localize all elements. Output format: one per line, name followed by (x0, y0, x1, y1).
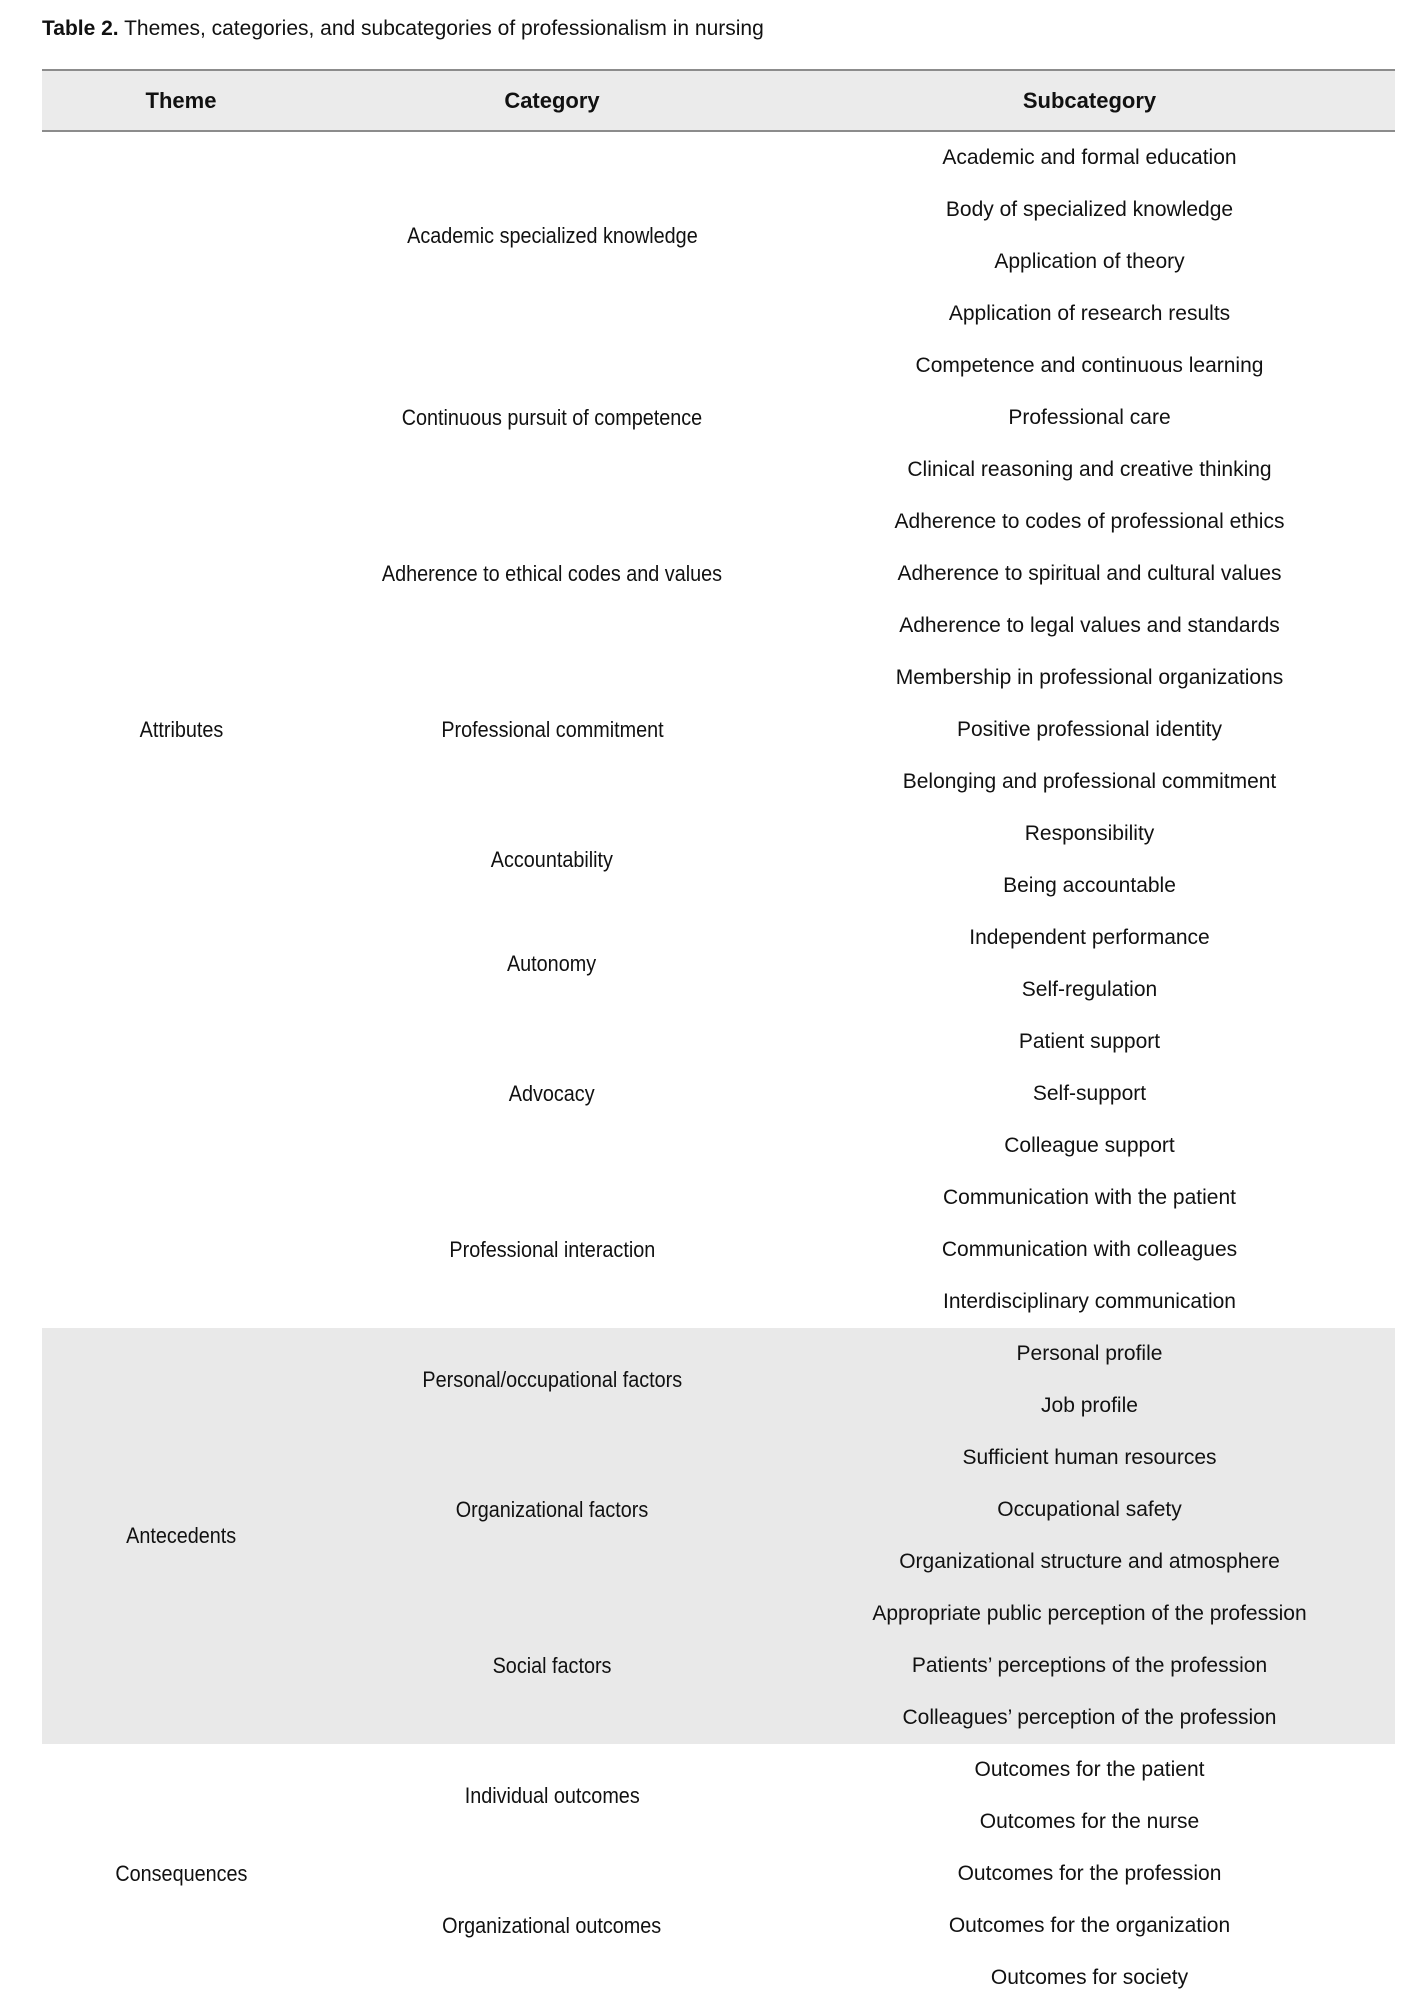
category-cell (320, 132, 784, 340)
table-title: Themes, categories, and subcategories of professionalism in nursing (118, 17, 764, 40)
subcategory-cell: Adherence to codes of professional ethics (894, 510, 1285, 533)
subcategory-cell: Belonging and professional commitment (902, 770, 1277, 793)
subcategory-cell: Clinical reasoning and creative thinking (907, 458, 1272, 481)
subcategory-cell: Body of specialized knowledge (945, 198, 1234, 221)
category-cell (320, 1328, 784, 1432)
subcategory-cell: Outcomes for the nurse (979, 1810, 1200, 1833)
subcategory-cell: Application of theory (994, 250, 1185, 273)
category-cell (320, 1432, 784, 1588)
table-body (42, 132, 1395, 2004)
header-subcategory: Subcategory (1022, 88, 1157, 113)
category-label: Continuous pursuit of competence (401, 405, 703, 430)
subcategory-cell: Outcomes for the patient (974, 1758, 1205, 1781)
subcategory-cell: Occupational safety (997, 1498, 1182, 1521)
category-label: Individual outcomes (464, 1783, 640, 1808)
category-label: Organizational outcomes (442, 1913, 662, 1938)
subcategory-cell: Personal profile (1016, 1342, 1163, 1365)
category-cell (320, 1172, 784, 1328)
subcategory-cell: Patients’ perceptions of the profession (911, 1654, 1268, 1677)
category-cell (320, 1016, 784, 1172)
table-header (42, 69, 1395, 132)
category-label: Professional commitment (440, 717, 664, 742)
subcategory-cell: Self-regulation (1021, 978, 1158, 1001)
theme-label: Attributes (139, 717, 223, 742)
subcategory-cell: Self-support (1032, 1082, 1147, 1105)
subcategory-cell: Adherence to legal values and standards (899, 614, 1280, 637)
category-label: Adherence to ethical codes and values (381, 561, 723, 586)
subcategory-cell: Outcomes for society (990, 1966, 1189, 1989)
subcategory-cell: Membership in professional organizations (895, 666, 1284, 689)
table-caption (42, 14, 764, 44)
header-theme: Theme (145, 88, 217, 113)
theme-cell (42, 1328, 320, 1744)
subcategory-cell: Job profile (1041, 1394, 1138, 1417)
theme-group (42, 1744, 1395, 2004)
table-label: Table 2. (42, 17, 119, 40)
category-label: Professional interaction (449, 1237, 655, 1262)
category-label: Advocacy (509, 1081, 595, 1106)
category-cell (320, 1588, 784, 1744)
theme-label: Antecedents (125, 1523, 237, 1548)
category-label: Organizational factors (455, 1497, 649, 1522)
category-label: Social factors (492, 1653, 612, 1678)
subcategory-cell: Appropriate public perception of the profession (872, 1602, 1307, 1625)
category-cell (320, 1744, 784, 1848)
subcategory-cell: Organizational structure and atmosphere (899, 1550, 1280, 1573)
subcategory-cell: Being accountable (1003, 874, 1176, 897)
subcategory-cell: Colleagues’ perception of the profession (902, 1706, 1277, 1729)
category-label: Autonomy (507, 951, 597, 976)
category-cell (320, 496, 784, 652)
category-label: Accountability (490, 847, 614, 872)
subcategory-cell: Interdisciplinary communication (943, 1290, 1236, 1313)
theme-group (42, 1328, 1395, 1744)
category-cell (320, 808, 784, 912)
subcategory-cell: Patient support (1018, 1030, 1161, 1053)
subcategory-cell: Colleague support (1004, 1134, 1175, 1157)
theme-group (42, 132, 1395, 1328)
category-cell (320, 1848, 784, 2004)
subcategory-cell: Independent performance (969, 926, 1210, 949)
subcategory-cell: Adherence to spiritual and cultural values (897, 562, 1282, 585)
theme-label: Consequences (114, 1861, 248, 1886)
subcategory-cell: Communication with the patient (943, 1186, 1236, 1209)
subcategory-cell: Positive professional identity (957, 718, 1222, 741)
category-cell (320, 912, 784, 1016)
subcategory-cell: Academic and formal education (942, 146, 1237, 169)
subcategory-cell: Competence and continuous learning (915, 354, 1264, 377)
header-category: Category (504, 88, 600, 113)
subcategory-cell: Application of research results (948, 302, 1231, 325)
theme-cell (42, 1744, 320, 2004)
subcategory-cell: Outcomes for the organization (948, 1914, 1231, 1937)
theme-cell (42, 132, 320, 1328)
subcategory-cell: Professional care (1008, 406, 1171, 429)
category-cell (320, 652, 784, 808)
professionalism-table (42, 69, 1395, 2004)
subcategory-cell: Responsibility (1024, 822, 1155, 845)
subcategory-cell: Sufficient human resources (962, 1446, 1217, 1469)
category-cell (320, 340, 784, 496)
subcategory-cell: Outcomes for the profession (957, 1862, 1222, 1885)
category-label: Personal/occupational factors (422, 1367, 682, 1392)
subcategory-cell: Communication with colleagues (941, 1238, 1238, 1261)
category-label: Academic specialized knowledge (406, 223, 698, 248)
